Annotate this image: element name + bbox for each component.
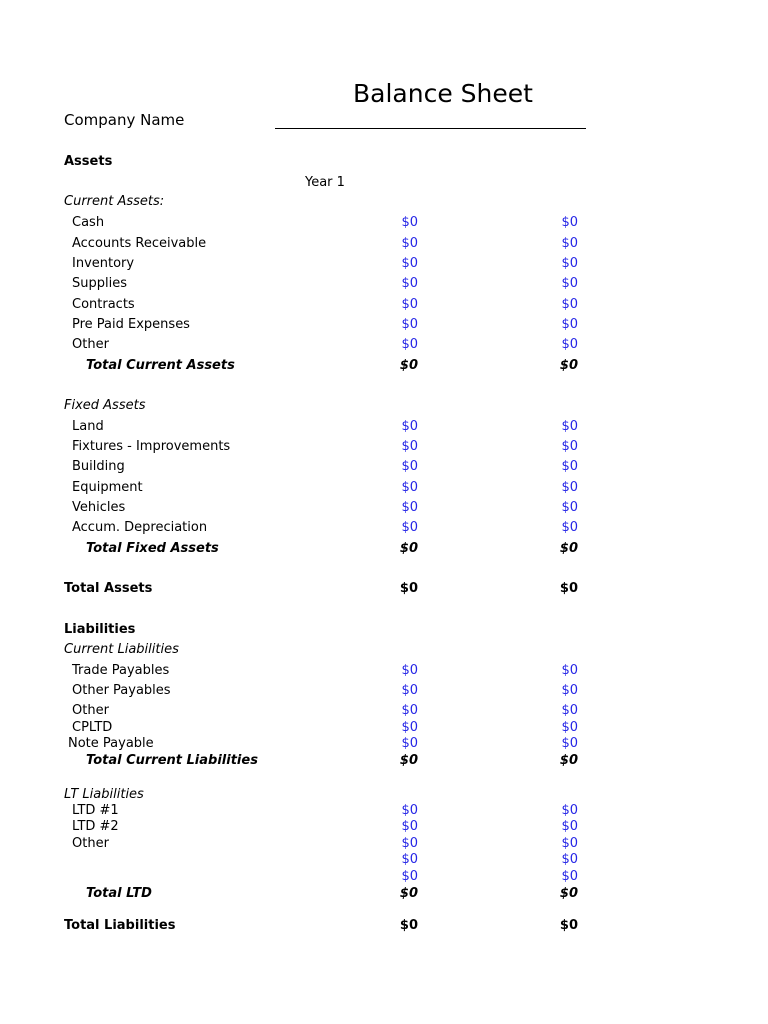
year-1-value[interactable]: $0 bbox=[401, 520, 418, 535]
year-1-value[interactable]: $0 bbox=[401, 683, 418, 698]
year-1-value[interactable]: $0 bbox=[401, 819, 418, 834]
row-label: LT Liabilities bbox=[64, 787, 144, 802]
year-2-value: $0 bbox=[559, 541, 578, 556]
year-2-value[interactable]: $0 bbox=[561, 720, 578, 735]
year-1-value[interactable]: $0 bbox=[401, 836, 418, 851]
year-1-value[interactable]: $0 bbox=[401, 736, 418, 751]
year-2-value: $0 bbox=[559, 358, 578, 373]
row-label: CPLTD bbox=[72, 720, 113, 735]
year-2-value: $0 bbox=[559, 918, 578, 933]
row-label: Pre Paid Expenses bbox=[72, 317, 190, 332]
row-label: Cash bbox=[72, 215, 105, 230]
row-label: Accum. Depreciation bbox=[72, 520, 208, 535]
row-label: Trade Payables bbox=[72, 663, 170, 678]
row-label: Other bbox=[72, 703, 109, 718]
year-1-value[interactable]: $0 bbox=[401, 803, 418, 818]
row-label: Total LTD bbox=[86, 886, 152, 901]
row-label: Accounts Receivable bbox=[72, 236, 207, 251]
row-label: Other Payables bbox=[72, 683, 171, 698]
year-1-value: $0 bbox=[399, 918, 418, 933]
year-1-value[interactable]: $0 bbox=[401, 317, 418, 332]
year-2-value[interactable]: $0 bbox=[561, 736, 578, 751]
year-2-value[interactable]: $0 bbox=[561, 836, 578, 851]
row-label: Assets bbox=[64, 154, 113, 169]
row-label: Building bbox=[72, 459, 125, 474]
year-1-value: $0 bbox=[399, 581, 418, 596]
year-2-value: $0 bbox=[559, 753, 578, 768]
year-1-value[interactable]: $0 bbox=[401, 337, 418, 352]
row-label: Fixtures - Improvements bbox=[72, 439, 231, 454]
row-label: Inventory bbox=[72, 256, 135, 271]
row-label: Supplies bbox=[72, 276, 127, 291]
year-1-value[interactable]: $0 bbox=[401, 297, 418, 312]
company-name-label: Company Name bbox=[64, 111, 185, 129]
row-label: Note Payable bbox=[68, 736, 154, 751]
row-label: Equipment bbox=[72, 480, 143, 495]
year-1-value[interactable]: $0 bbox=[401, 419, 418, 434]
year-1-value[interactable]: $0 bbox=[401, 276, 418, 291]
year-2-value[interactable]: $0 bbox=[561, 236, 578, 251]
row-label: Total Current Assets bbox=[86, 358, 235, 373]
year-2-value[interactable]: $0 bbox=[561, 439, 578, 454]
year-1-header: Year 1 bbox=[305, 175, 345, 190]
year-2-value[interactable]: $0 bbox=[561, 317, 578, 332]
row-label: Land bbox=[72, 419, 104, 434]
year-1-value[interactable]: $0 bbox=[401, 500, 418, 515]
year-1-value: $0 bbox=[399, 753, 418, 768]
year-1-value[interactable]: $0 bbox=[401, 703, 418, 718]
row-label: Total Current Liabilities bbox=[86, 753, 258, 768]
year-1-value[interactable]: $0 bbox=[401, 663, 418, 678]
year-2-value[interactable]: $0 bbox=[561, 803, 578, 818]
row-label: LTD #2 bbox=[72, 819, 119, 834]
year-1-value[interactable]: $0 bbox=[401, 852, 418, 867]
year-2-value[interactable]: $0 bbox=[561, 819, 578, 834]
year-2-value[interactable]: $0 bbox=[561, 215, 578, 230]
row-label: Total Assets bbox=[64, 581, 153, 596]
year-2-value[interactable]: $0 bbox=[561, 500, 578, 515]
year-2-value[interactable]: $0 bbox=[561, 256, 578, 271]
year-2-value[interactable]: $0 bbox=[561, 337, 578, 352]
year-1-value: $0 bbox=[399, 541, 418, 556]
year-1-value: $0 bbox=[399, 358, 418, 373]
row-label: Total Liabilities bbox=[64, 918, 176, 933]
year-2-value[interactable]: $0 bbox=[561, 852, 578, 867]
year-2-value[interactable]: $0 bbox=[561, 276, 578, 291]
year-1-value[interactable]: $0 bbox=[401, 459, 418, 474]
page-title: Balance Sheet bbox=[353, 79, 533, 108]
row-label: Other bbox=[72, 836, 109, 851]
year-1-value[interactable]: $0 bbox=[401, 215, 418, 230]
year-1-value[interactable]: $0 bbox=[401, 439, 418, 454]
year-1-value[interactable]: $0 bbox=[401, 480, 418, 495]
year-2-value[interactable]: $0 bbox=[561, 520, 578, 535]
year-2-value: $0 bbox=[559, 886, 578, 901]
year-1-value[interactable]: $0 bbox=[401, 236, 418, 251]
year-2-value[interactable]: $0 bbox=[561, 297, 578, 312]
company-name-underline bbox=[275, 128, 586, 129]
row-label: Contracts bbox=[72, 297, 135, 312]
year-1-value[interactable]: $0 bbox=[401, 720, 418, 735]
row-label: Vehicles bbox=[72, 500, 126, 515]
year-2-value[interactable]: $0 bbox=[561, 703, 578, 718]
row-label: Current Assets: bbox=[64, 194, 165, 209]
year-2-value[interactable]: $0 bbox=[561, 683, 578, 698]
year-2-value[interactable]: $0 bbox=[561, 663, 578, 678]
year-1-value: $0 bbox=[399, 886, 418, 901]
year-2-value[interactable]: $0 bbox=[561, 459, 578, 474]
row-label: Other bbox=[72, 337, 109, 352]
year-1-value[interactable]: $0 bbox=[401, 256, 418, 271]
year-2-value[interactable]: $0 bbox=[561, 419, 578, 434]
year-2-value: $0 bbox=[559, 581, 578, 596]
row-label: LTD #1 bbox=[72, 803, 119, 818]
row-label: Current Liabilities bbox=[64, 642, 179, 657]
row-label: Total Fixed Assets bbox=[86, 541, 219, 556]
row-label: Fixed Assets bbox=[64, 398, 146, 413]
row-label: Liabilities bbox=[64, 622, 136, 637]
year-2-value[interactable]: $0 bbox=[561, 480, 578, 495]
year-1-value[interactable]: $0 bbox=[401, 869, 418, 884]
year-2-value[interactable]: $0 bbox=[561, 869, 578, 884]
